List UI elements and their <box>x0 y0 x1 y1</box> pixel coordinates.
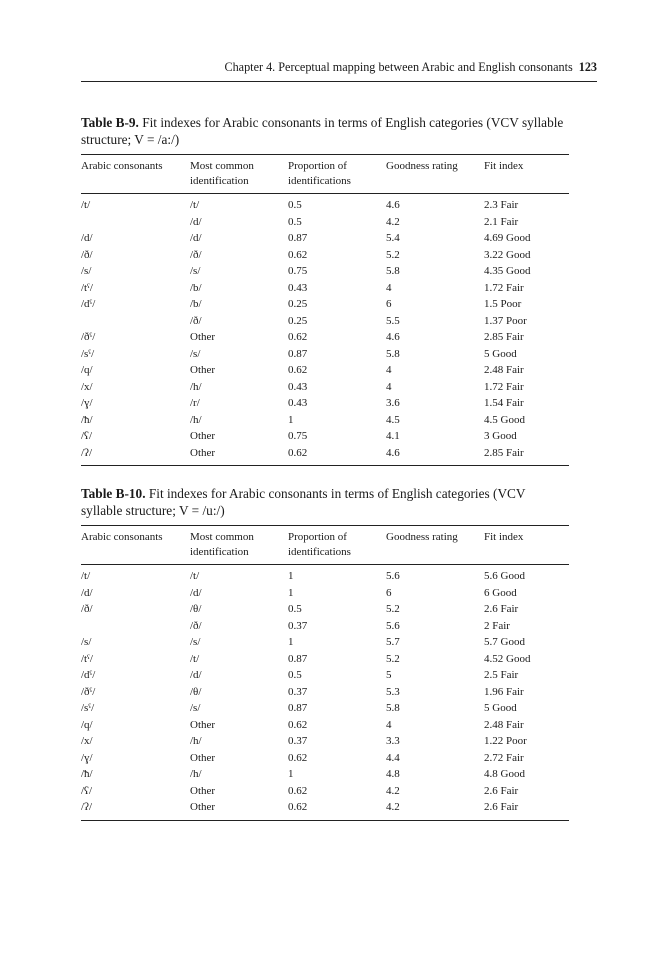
table-row <box>81 395 569 412</box>
table-cell: 4.8 Good <box>484 768 525 780</box>
table-cell: /t/ <box>190 652 200 665</box>
table-row <box>81 445 569 466</box>
table-row <box>81 799 569 820</box>
table-row <box>81 362 569 379</box>
table-row <box>81 346 569 363</box>
table-cell: /t/ <box>81 570 91 582</box>
table-cell: /d/ <box>81 232 93 244</box>
table-cell: 1.72 Fair <box>484 380 524 393</box>
header-rule <box>81 81 597 82</box>
table-cell: 5.6 <box>386 570 400 582</box>
table-cell: 2.6 Fair <box>484 603 519 615</box>
table-row <box>81 296 569 313</box>
table-cell: /ħ/ <box>81 768 93 780</box>
table-cell: /s/ <box>81 265 92 277</box>
table-cell: 1.22 Poor <box>484 735 527 747</box>
table-cell: 5 <box>386 669 392 681</box>
table-cell: /s/ <box>190 265 201 277</box>
table-row <box>81 412 569 429</box>
table-row <box>81 766 569 783</box>
table-cell: /tˤ/ <box>81 652 93 665</box>
table-cell: 2.1 Fair <box>484 215 519 228</box>
table-cell: 2.48 Fair <box>484 718 524 731</box>
table-cell: 5.8 <box>386 702 400 714</box>
table-cell: 6 <box>386 586 392 599</box>
table-cell: 4.4 <box>386 751 400 764</box>
table-cell: /ʕ/ <box>81 430 92 442</box>
table-cell: /h/ <box>190 380 202 393</box>
table-cell: /t/ <box>190 570 200 582</box>
table-cell: 0.62 <box>288 718 308 731</box>
table-row <box>81 601 569 618</box>
table-caption-text: Fit indexes for Arabic consonants in terms of English categories (VCV syllable structure; V = /u:/) <box>81 486 526 518</box>
column-header: Proportion of identifications <box>288 526 386 565</box>
table-header <box>81 155 569 194</box>
table-cell: /s/ <box>81 636 92 648</box>
table-cell: 0.5 <box>288 199 302 211</box>
table-row <box>81 733 569 750</box>
table-cell: /q/ <box>81 364 93 376</box>
table-cell: 3.6 <box>386 397 400 409</box>
table-cell: 5.6 Good <box>484 570 525 582</box>
table-cell: 0.62 <box>288 751 308 764</box>
table-label: Table B-9. <box>81 115 139 130</box>
table-cell: 1.5 Poor <box>484 298 522 310</box>
table-cell: 5.8 <box>386 347 400 360</box>
table-cell: /b/ <box>190 281 202 294</box>
column-header: Goodness rating <box>386 526 484 565</box>
table-body <box>81 194 569 466</box>
column-header: Arabic consonants <box>81 526 190 565</box>
table-cell: 4.35 Good <box>484 265 531 277</box>
table-cell: 4.2 <box>386 799 484 820</box>
column-header: Arabic consonants <box>81 155 190 194</box>
table-cell: /ð/ <box>190 314 202 327</box>
table-cell: 0.25 <box>288 298 308 310</box>
table-cell: 4.69 Good <box>484 232 531 244</box>
table-cell: 5.8 <box>386 265 400 277</box>
table-cell: /ʔ/ <box>81 799 190 820</box>
table-cell: 0.37 <box>288 685 308 698</box>
table-row <box>81 313 569 330</box>
table-cell: /ð/ <box>190 248 202 261</box>
table-cell: /h/ <box>190 413 202 426</box>
table-cell: Other <box>190 364 216 376</box>
table-cell: 0.25 <box>288 314 308 327</box>
table-cell: /r/ <box>190 397 200 409</box>
table-cell: /s/ <box>190 636 201 648</box>
table-cell: /x/ <box>81 380 93 393</box>
table-b10-block <box>81 485 569 821</box>
table-cell: 5.4 <box>386 232 400 244</box>
table-cell: 0.87 <box>288 652 308 665</box>
table-cell: 4.2 <box>386 215 400 228</box>
table-caption <box>81 114 569 148</box>
table-row <box>81 585 569 602</box>
table-cell: 4.6 <box>386 331 400 343</box>
table-cell: 6 Good <box>484 586 517 599</box>
table-cell: /sˤ/ <box>81 347 95 360</box>
table-cell: 2 Fair <box>484 619 510 632</box>
table-cell: Other <box>190 331 216 343</box>
table-cell: Other <box>190 718 216 731</box>
table-cell: 4.2 <box>386 784 400 797</box>
table-cell: 1.54 Fair <box>484 397 524 409</box>
table-cell: /dˤ/ <box>81 298 96 310</box>
table-row <box>81 700 569 717</box>
table-cell: 1.96 Fair <box>484 685 524 698</box>
table-cell: 2.85 Fair <box>484 445 569 466</box>
table-cell: /s/ <box>190 702 201 714</box>
table-cell: 0.37 <box>288 735 308 747</box>
table-cell: Other <box>190 445 288 466</box>
table-cell: 5 Good <box>484 702 517 714</box>
table-cell: 5.7 Good <box>484 636 525 648</box>
table-cell <box>81 313 190 330</box>
table-row <box>81 618 569 635</box>
table-cell: /θ/ <box>190 603 202 615</box>
table-cell: 5.2 <box>386 248 400 261</box>
table-cell: 4 <box>386 281 392 294</box>
table-caption <box>81 485 569 519</box>
page-number: 123 <box>578 60 597 74</box>
table-cell: 2.6 Fair <box>484 784 519 797</box>
running-title: Chapter 4. Perceptual mapping between Arabic and English consonants <box>224 60 573 74</box>
table-cell: 0.62 <box>288 248 308 261</box>
data-table <box>81 525 569 821</box>
table-cell: Other <box>190 430 216 442</box>
table-cell: 0.75 <box>288 430 308 442</box>
table-cell: Other <box>190 751 216 764</box>
table-cell: 1 <box>288 636 294 648</box>
table-cell: 4 <box>386 380 392 393</box>
table-cell: 5 Good <box>484 347 517 360</box>
column-header: Goodness rating <box>386 155 484 194</box>
table-cell: 0.62 <box>288 445 386 466</box>
table-cell: 1.72 Fair <box>484 281 524 294</box>
table-cell: /ðˤ/ <box>81 685 96 698</box>
table-cell: /ʕ/ <box>81 784 92 797</box>
table-row <box>81 565 569 585</box>
table-cell: 2.5 Fair <box>484 669 519 681</box>
table-cell: 0.43 <box>288 397 308 409</box>
table-cell: 0.37 <box>288 619 308 632</box>
column-header: Proportion of identifications <box>288 155 386 194</box>
table-cell: 0.62 <box>288 784 308 797</box>
table-cell: 3 Good <box>484 430 517 442</box>
table-row <box>81 230 569 247</box>
running-head <box>81 60 597 75</box>
table-cell: 0.75 <box>288 265 308 277</box>
table-cell: 4.5 <box>386 413 400 426</box>
table-cell: /ð/ <box>81 603 93 615</box>
table-cell: 1 <box>288 768 294 780</box>
table-cell: 4.5 Good <box>484 413 525 426</box>
data-table <box>81 154 569 466</box>
table-cell: 0.5 <box>288 215 302 228</box>
column-header: Most common identification <box>190 526 288 565</box>
table-cell: 1 <box>288 586 294 599</box>
table-cell: /ʔ/ <box>81 445 190 466</box>
table-cell: 0.62 <box>288 364 308 376</box>
table-cell: /h/ <box>190 735 202 747</box>
table-cell: /q/ <box>81 718 93 731</box>
table-cell: /sˤ/ <box>81 702 95 714</box>
table-cell: 2.72 Fair <box>484 751 524 764</box>
table-caption-text: Fit indexes for Arabic consonants in terms of English categories (VCV syllable structure; V = /a:/) <box>81 115 564 147</box>
table-cell: 6 <box>386 298 392 310</box>
table-cell: /d/ <box>190 586 202 599</box>
table-cell: /ħ/ <box>81 413 93 426</box>
table-row <box>81 214 569 231</box>
table-cell: 4 <box>386 364 392 376</box>
table-cell: 0.87 <box>288 702 308 714</box>
table-cell: 0.43 <box>288 281 308 294</box>
table-cell: 4.6 <box>386 445 484 466</box>
table-label: Table B-10. <box>81 486 146 501</box>
table-header <box>81 526 569 565</box>
table-cell: 1 <box>288 570 294 582</box>
table-cell: /ð/ <box>190 619 202 632</box>
table-cell: /h/ <box>190 768 202 780</box>
table-cell: /x/ <box>81 735 93 747</box>
table-cell: /d/ <box>190 215 202 228</box>
table-row <box>81 194 569 214</box>
table-cell: 2.48 Fair <box>484 364 524 376</box>
table-cell: /ðˤ/ <box>81 331 96 343</box>
table-cell: 1.37 Poor <box>484 314 527 327</box>
table-row <box>81 379 569 396</box>
table-cell: 2.3 Fair <box>484 199 519 211</box>
table-row <box>81 247 569 264</box>
table-cell: 0.62 <box>288 331 308 343</box>
table-cell: 5.2 <box>386 652 400 665</box>
table-cell: /tˤ/ <box>81 281 93 294</box>
table-cell: /t/ <box>81 199 91 211</box>
column-header: Most common identification <box>190 155 288 194</box>
table-cell: 0.87 <box>288 232 308 244</box>
table-body <box>81 565 569 821</box>
table-cell: 2.6 Fair <box>484 799 569 820</box>
table-cell: 0.43 <box>288 380 308 393</box>
table-cell: /s/ <box>190 347 201 360</box>
table-b9-block <box>81 114 569 466</box>
table-cell <box>81 214 190 231</box>
table-row <box>81 651 569 668</box>
table-cell: /d/ <box>81 586 93 599</box>
table-row <box>81 750 569 767</box>
table-cell: /ɣ/ <box>81 751 93 764</box>
table-cell: 4.52 Good <box>484 652 531 665</box>
table-cell: 5.2 <box>386 603 400 615</box>
table-row <box>81 263 569 280</box>
table-row <box>81 428 569 445</box>
table-cell: 0.87 <box>288 347 308 360</box>
table-row <box>81 667 569 684</box>
column-header: Fit index <box>484 526 569 565</box>
table-cell: /ð/ <box>81 248 93 261</box>
table-cell: 4.8 <box>386 768 400 780</box>
column-header: Fit index <box>484 155 569 194</box>
table-row <box>81 717 569 734</box>
table-cell: Other <box>190 799 288 820</box>
table-cell: 4.6 <box>386 199 400 211</box>
table-cell: Other <box>190 784 216 797</box>
table-row <box>81 634 569 651</box>
table-cell: /b/ <box>190 298 202 310</box>
table-cell <box>81 618 190 635</box>
table-cell: 2.85 Fair <box>484 331 524 343</box>
table-cell: /θ/ <box>190 685 202 698</box>
table-cell: 5.7 <box>386 636 400 648</box>
table-row <box>81 783 569 800</box>
table-row <box>81 684 569 701</box>
table-cell: /t/ <box>190 199 200 211</box>
table-cell: 5.6 <box>386 619 400 632</box>
table-cell: 1 <box>288 413 294 426</box>
table-cell: 5.5 <box>386 314 400 327</box>
table-cell: 0.5 <box>288 603 302 615</box>
table-cell: /dˤ/ <box>81 669 96 681</box>
table-cell: 3.22 Good <box>484 248 531 261</box>
table-row <box>81 329 569 346</box>
table-cell: 5.3 <box>386 685 400 698</box>
table-cell: /ɣ/ <box>81 397 93 409</box>
table-cell: 4.1 <box>386 430 400 442</box>
table-cell: 0.5 <box>288 669 302 681</box>
table-cell: /d/ <box>190 669 202 681</box>
table-cell: 0.62 <box>288 799 386 820</box>
table-cell: 4 <box>386 718 392 731</box>
table-cell: /d/ <box>190 232 202 244</box>
table-cell: 3.3 <box>386 735 400 747</box>
table-row <box>81 280 569 297</box>
